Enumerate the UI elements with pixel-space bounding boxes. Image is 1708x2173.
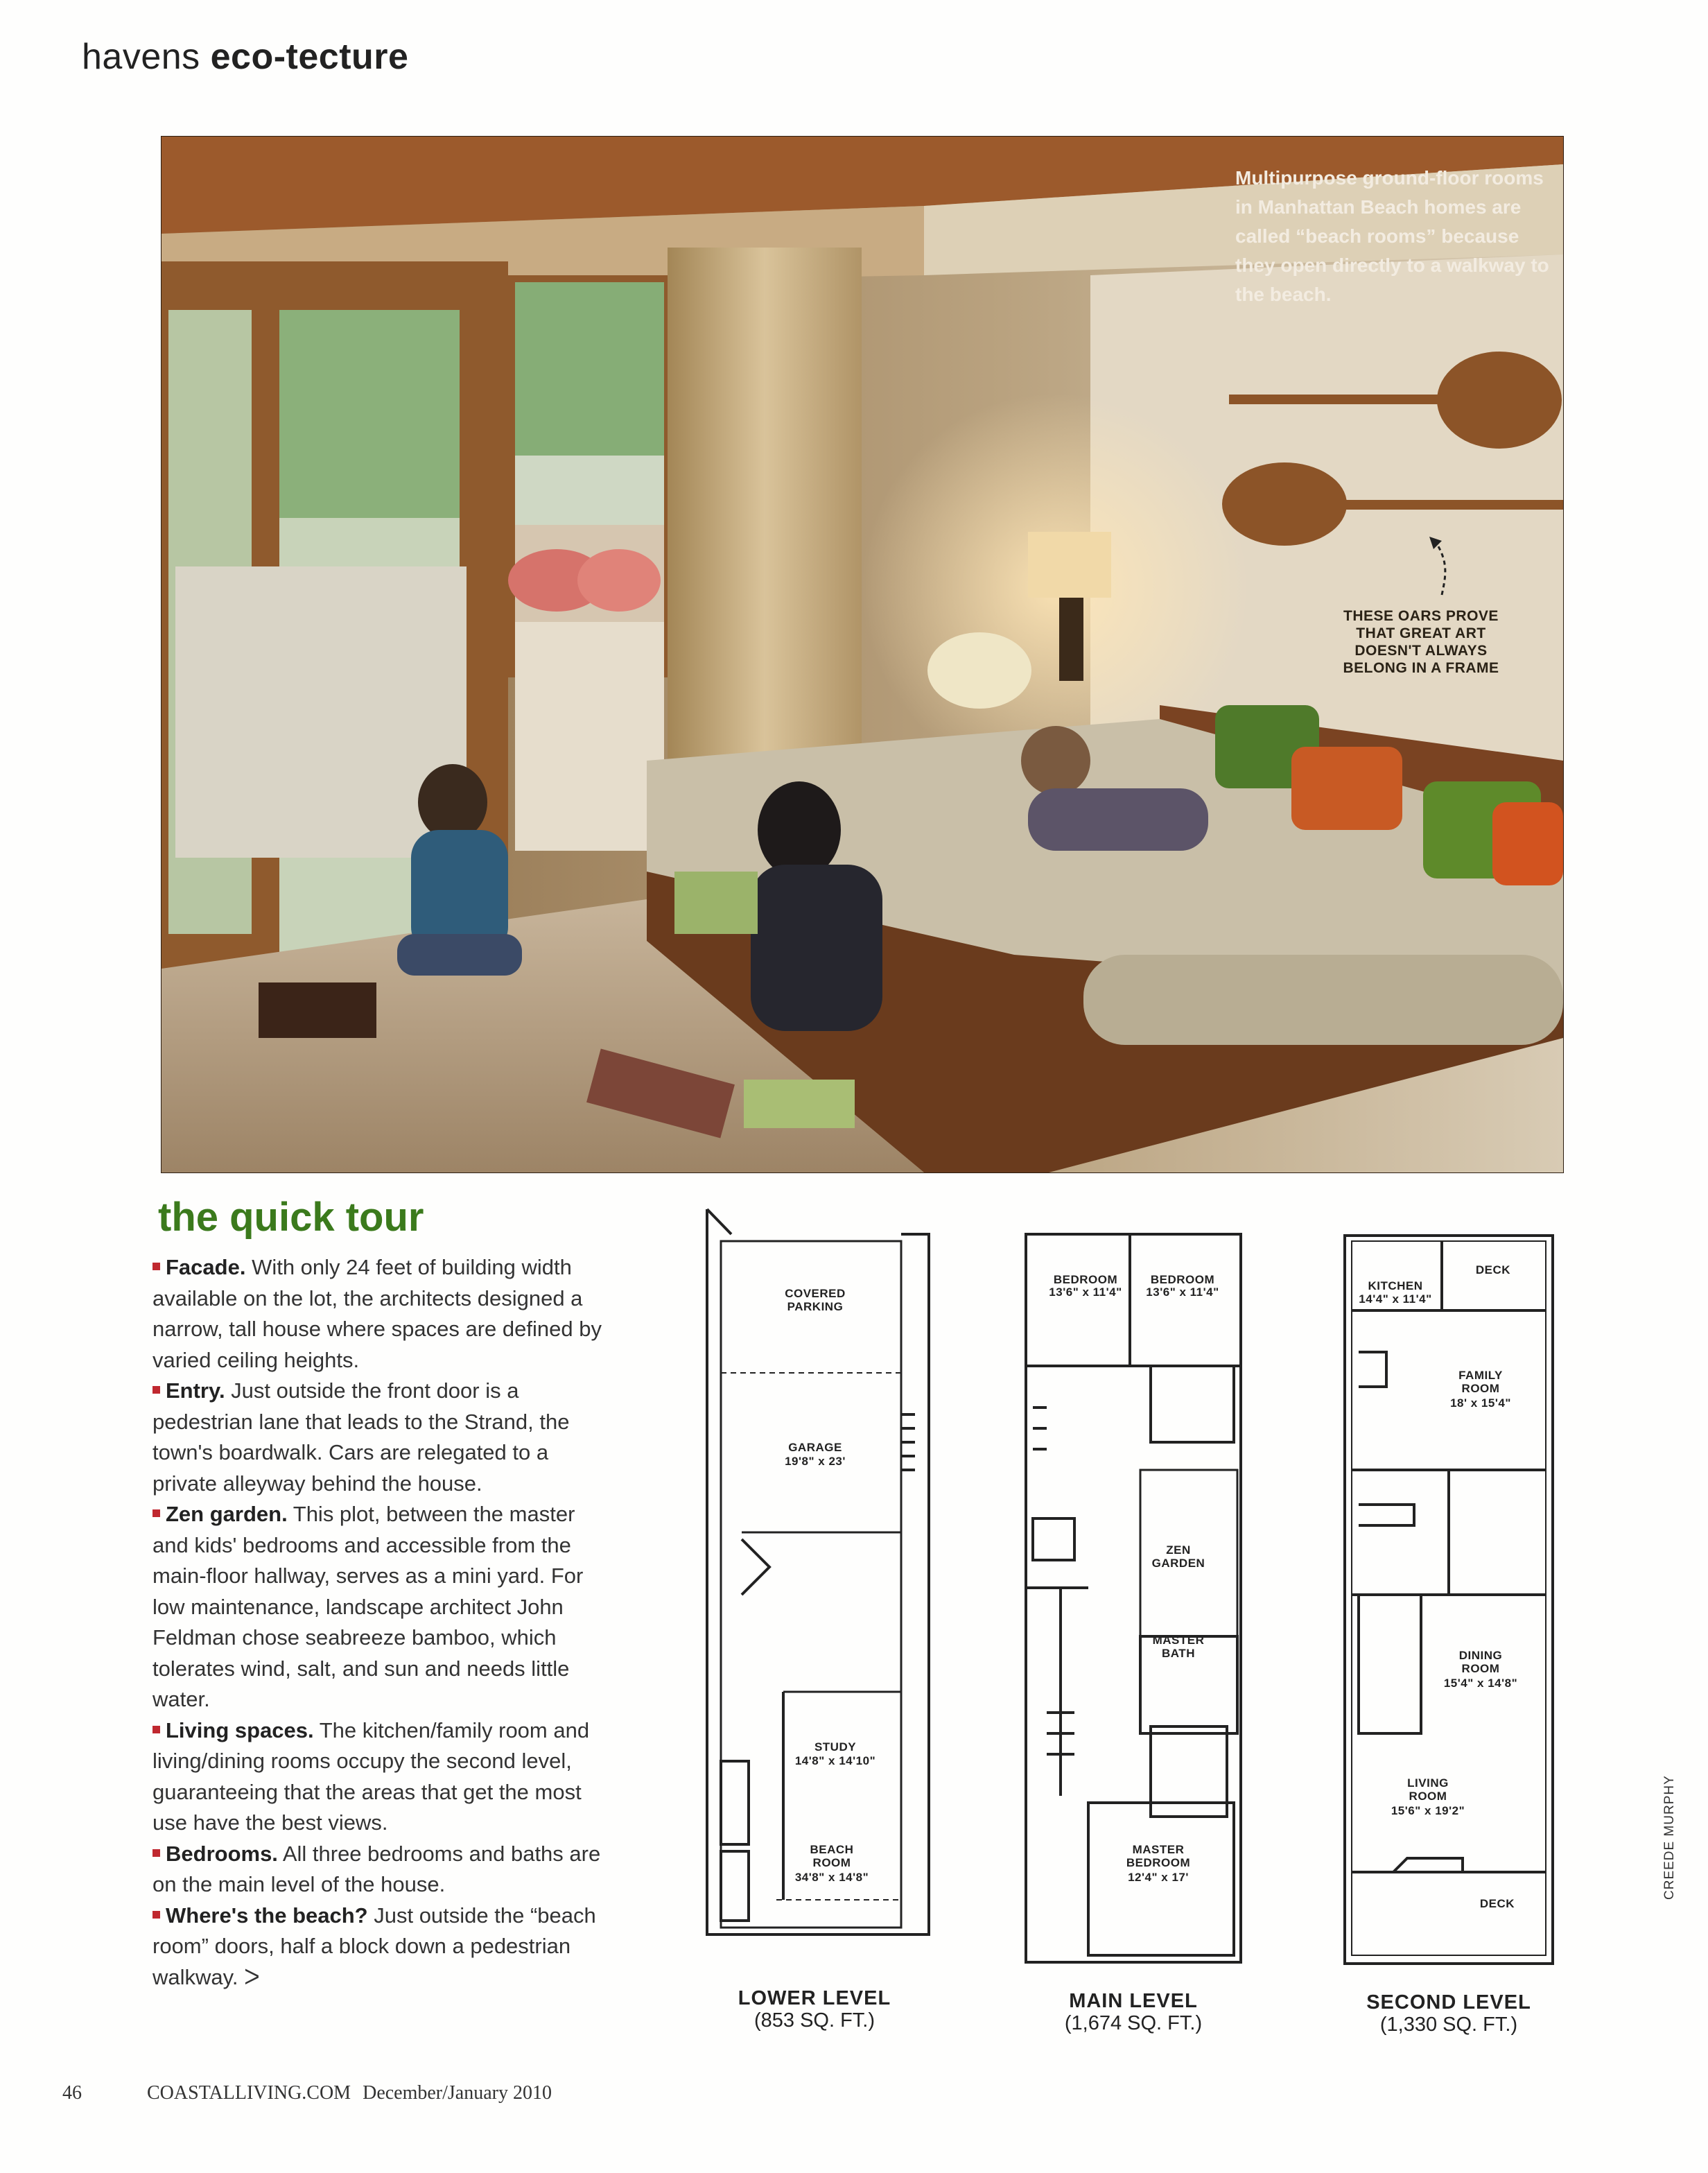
footer-site: COASTALLIVING.COM — [147, 2082, 351, 2104]
page-number: 46 — [62, 2082, 82, 2104]
plan-room-bedroom-2: BEDROOM — [1150, 1273, 1215, 1286]
main-level-label — [1019, 1990, 1248, 2034]
plan-room-study-dim: 14'8" x 14'10" — [794, 1754, 876, 1767]
plan-room-beach: BEACH ROOM — [810, 1843, 854, 1869]
bullet-icon — [152, 1509, 160, 1517]
tour-item-label: Bedrooms. — [166, 1841, 278, 1866]
plan-room-dining: DINING ROOM — [1458, 1649, 1503, 1675]
plan-room-living-dim: 15'6" x 19'2" — [1391, 1804, 1465, 1817]
second-level-label — [1331, 1991, 1567, 2036]
tour-item-text: Just outside the “beach room” doors, half a block down a pedestrian walkway. ᐳ — [152, 1903, 596, 1989]
section-name: havens — [82, 37, 200, 77]
tour-item-label: Zen garden. — [166, 1502, 288, 1526]
plan-room-master-bedroom-dim: 12'4" x 17' — [1128, 1871, 1189, 1884]
lower-level-label — [700, 1987, 929, 2032]
main-level-area: (1,674 SQ. FT.) — [1064, 2012, 1203, 2034]
plan-room-bedroom-2-dim: 13'6" x 11'4" — [1146, 1285, 1219, 1299]
plan-room-garage-dim: 19'8" x 23' — [785, 1455, 846, 1468]
bullet-icon — [152, 1263, 160, 1270]
main-level-name: MAIN LEVEL — [1069, 1990, 1198, 2012]
plan-room-kitchen: KITCHEN — [1368, 1279, 1423, 1292]
second-level-name: SECOND LEVEL — [1366, 1991, 1531, 2014]
plan-room-dining-dim: 15'4" x 14'8" — [1443, 1677, 1518, 1690]
tour-list — [152, 1252, 603, 1993]
page-footer — [62, 2082, 552, 2104]
tour-item-label: Facade. — [166, 1255, 246, 1279]
plan-room-study: STUDY — [814, 1740, 857, 1754]
tour-item-label: Living spaces. — [166, 1717, 314, 1742]
plan-room-family-dim: 18' x 15'4" — [1450, 1396, 1511, 1410]
tour-item — [152, 1252, 603, 1376]
bullet-icon — [152, 1726, 160, 1733]
plan-room-deck-top: DECK — [1475, 1263, 1511, 1276]
lower-level-name: LOWER LEVEL — [738, 1987, 891, 2009]
plan-room-kitchen-dim: 14'4" x 11'4" — [1359, 1292, 1432, 1306]
tour-item — [152, 1715, 603, 1839]
tour-item-text: This plot, between the master and kids' bedrooms and accessible from the main-floor hallway, serves as a mini yard. For low maintenance, landscape architect John Feldman chose seabreeze bamboo, which tolerates wind, salt, and sun and needs little water. — [152, 1502, 584, 1711]
second-level-plan — [1338, 1227, 1560, 1976]
callout-arrow-icon — [1421, 534, 1463, 596]
plan-room-family: FAMILY ROOM — [1458, 1369, 1503, 1395]
plan-room-garage: GARAGE — [788, 1441, 842, 1454]
tour-item-label: Where's the beach? — [166, 1903, 368, 1928]
section-title: eco-tecture — [210, 37, 409, 77]
tour-item-text: All three bedrooms and baths are on the main level of the house. — [152, 1841, 601, 1896]
second-level-area: (1,330 SQ. FT.) — [1379, 2014, 1518, 2036]
bullet-icon — [152, 1386, 160, 1394]
footer-issue: December/January 2010 — [363, 2082, 552, 2104]
plan-room-bedroom-1: BEDROOM — [1053, 1273, 1118, 1286]
tour-item-text: With only 24 feet of building width available on the lot, the architects designed a narrow, tall house where spaces are defined by varied ceiling heights. — [152, 1255, 602, 1372]
photo-credit: CREEDE MURPHY — [1662, 1775, 1677, 1900]
plan-room-deck-bottom: DECK — [1479, 1897, 1515, 1910]
tour-item — [152, 1376, 603, 1499]
tour-item-text: The kitchen/family room and living/dining rooms occupy the second level, guaranteeing that the areas that get the most use have the best views. — [152, 1717, 590, 1835]
plan-room-master-bedroom: MASTER BEDROOM — [1126, 1843, 1191, 1869]
bullet-icon — [152, 1911, 160, 1919]
plan-room-beach-dim: 34'8" x 14'8" — [794, 1871, 869, 1884]
section-header — [82, 36, 408, 78]
tour-item-text: Just outside the front door is a pedestrian lane that leads to the Strand, the town's boardwalk. Cars are relegated to a private alleyway behind the house. — [152, 1378, 570, 1496]
plan-room-master-bath: MASTER BATH — [1152, 1634, 1205, 1660]
photo-caption: Multipurpose ground-floor rooms in Manhattan Beach homes are called “beach rooms” because they open directly to a walkway to the beach. — [1235, 167, 1549, 305]
plan-room-parking: COVERED PARKING — [785, 1287, 846, 1313]
tour-title: the quick tour — [158, 1195, 424, 1240]
tour-item — [152, 1499, 603, 1715]
plan-room-bedroom-1-dim: 13'6" x 11'4" — [1049, 1285, 1122, 1299]
lower-level-area: (853 SQ. FT.) — [753, 2009, 875, 2032]
tour-item — [152, 1901, 603, 1993]
plan-room-living: LIVING ROOM — [1407, 1776, 1449, 1803]
tour-item-label: Entry. — [166, 1378, 225, 1403]
oars-callout: THESE OARS PROVE THAT GREAT ART DOESN'T ALWAYS BELONG IN A FRAME — [1343, 608, 1499, 676]
tour-item — [152, 1839, 603, 1901]
bullet-icon — [152, 1849, 160, 1857]
plan-room-zen-garden: ZEN GARDEN — [1151, 1543, 1205, 1570]
